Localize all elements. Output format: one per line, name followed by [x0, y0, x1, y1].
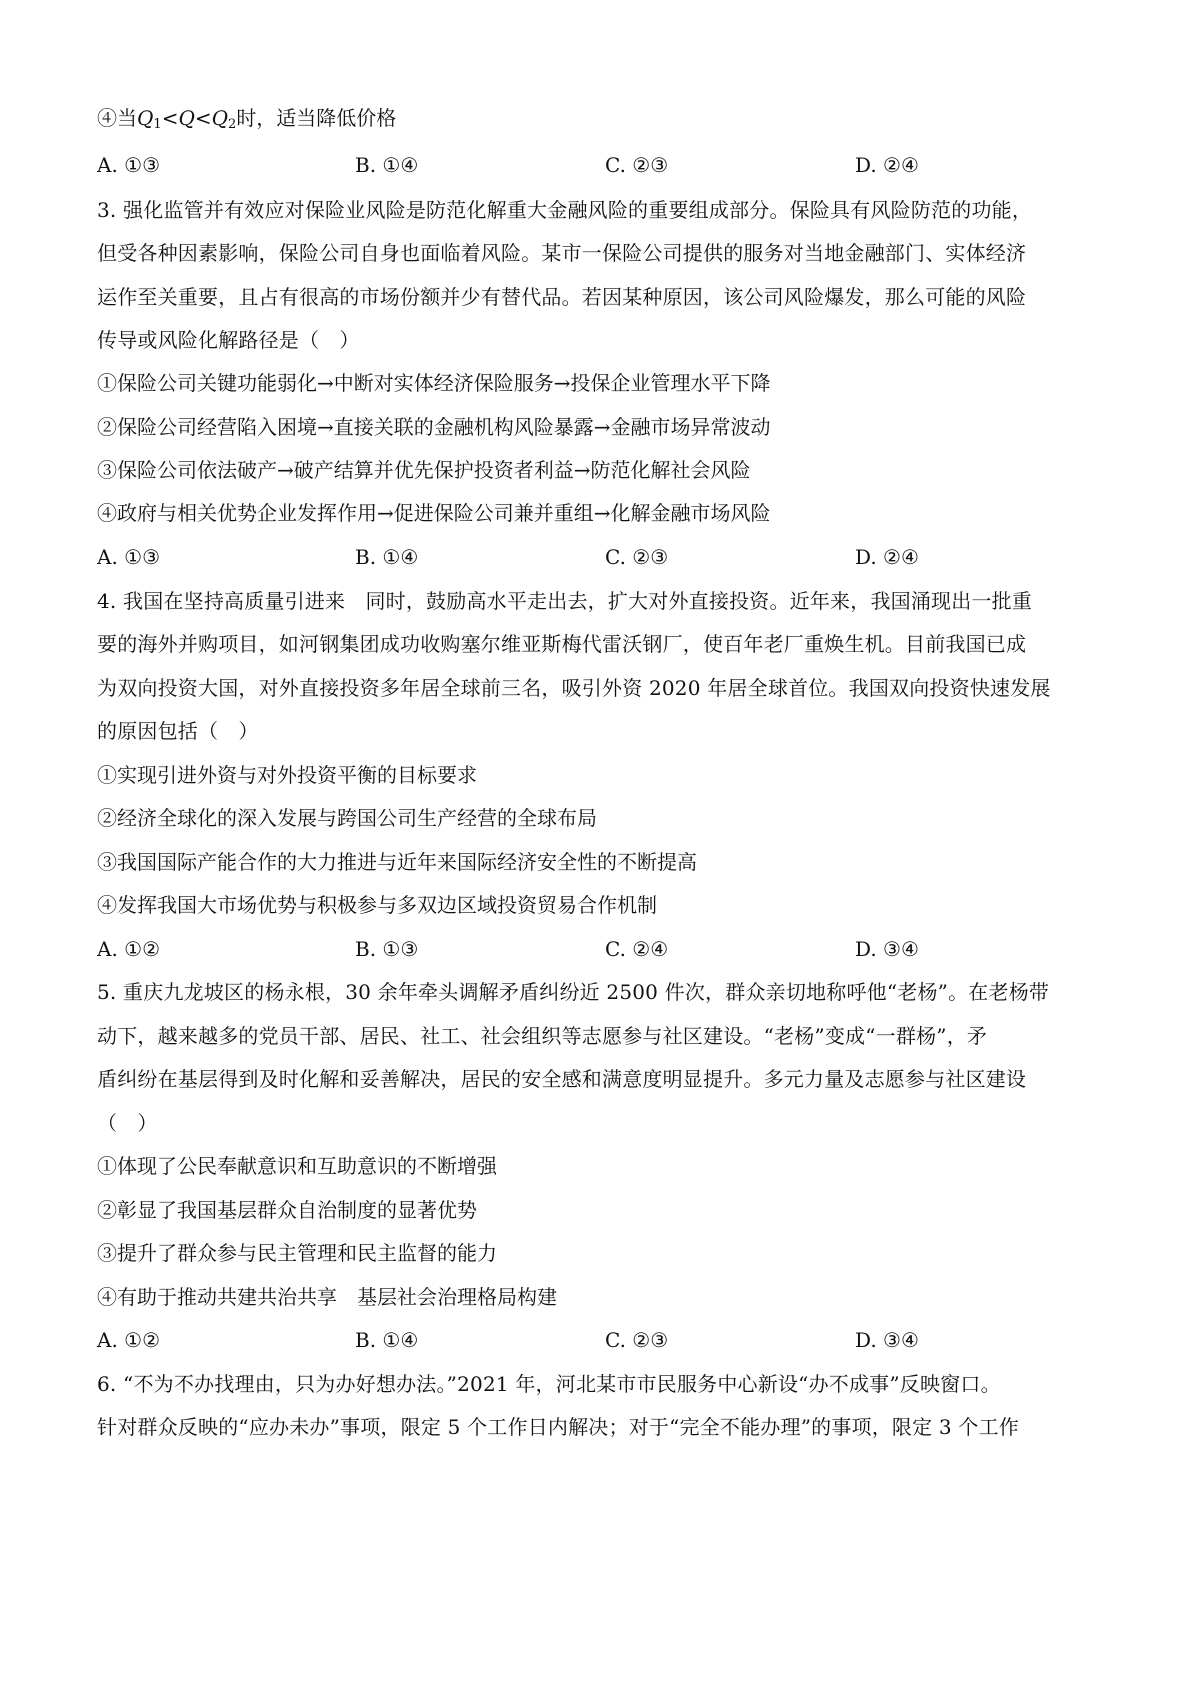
q3-stem-line-1: 3. 强化监管并有效应对保险业风险是防范化解重大金融风险的重要组成部分。保险具有风险防范的功能，	[97, 198, 1033, 222]
q2-option-a[interactable]: A. ①③	[97, 153, 161, 177]
q6-stem-line-2: 针对群众反映的“应办未办”事项，限定 5 个工作日内解决；对于“完全不能办理”的事项，限定 3 个工作	[97, 1415, 1019, 1439]
q3-stem-line-4: 传导或风险化解路径是（ ）	[97, 328, 360, 352]
q4-option-a[interactable]: A. ①②	[97, 937, 161, 961]
q3-stem-line-3: 运作至关重要，且占有很高的市场份额并少有替代品。若因某种原因，该公司风险爆发，那么可能的风险	[97, 285, 1027, 309]
q4-stem-line-1: 4. 我国在坚持高质量引进来 同时，鼓励高水平走出去，扩大对外直接投资。近年来，我国涌现出一批重	[97, 589, 1033, 613]
q4-item-4: ④发挥我国大市场优势与积极参与多双边区域投资贸易合作机制	[97, 893, 657, 917]
q5-option-b[interactable]: B. ①④	[355, 1328, 419, 1352]
q4-stem-line-2: 要的海外并购项目，如河钢集团成功收购塞尔维亚斯梅代雷沃钢厂，使百年老厂重焕生机。目前我国已成	[97, 632, 1027, 656]
q5-option-a[interactable]: A. ①②	[97, 1328, 161, 1352]
q2-item-4	[97, 105, 396, 138]
q5-stem-line-2: 动下，越来越多的党员干部、居民、社工、社会组织等志愿参与社区建设。“老杨”变成“一群杨”，矛	[97, 1024, 988, 1048]
q2-item4-sub2: 2	[228, 117, 237, 132]
q3-item-1: ①保险公司关键功能弱化→中断对实体经济保险服务→投保企业管理水平下降	[97, 371, 771, 395]
q2-item4-suffix: 时，适当降低价格	[236, 106, 397, 130]
q5-item-1: ①体现了公民奉献意识和互助意识的不断增强	[97, 1154, 497, 1178]
q3-option-b[interactable]: B. ①④	[355, 545, 419, 569]
q4-stem-line-4: 的原因包括（ ）	[97, 719, 259, 743]
q3-item-4: ④政府与相关优势企业发挥作用→促进保险公司兼并重组→化解金融市场风险	[97, 501, 771, 525]
q4-option-d[interactable]: D. ③④	[855, 937, 919, 961]
q2-option-b[interactable]: B. ①④	[355, 153, 419, 177]
q4-item-3: ③我国国际产能合作的大力推进与近年来国际经济安全性的不断提高	[97, 850, 697, 874]
q5-stem-line-4: （ ）	[97, 1111, 158, 1135]
q4-option-b[interactable]: B. ①③	[355, 937, 419, 961]
q5-item-2: ②彰显了我国基层群众自治制度的显著优势	[97, 1198, 477, 1222]
q5-option-d[interactable]: D. ③④	[855, 1328, 919, 1352]
q2-item4-q1: Q	[137, 106, 154, 130]
q5-option-c[interactable]: C. ②③	[605, 1328, 669, 1352]
q3-stem-line-2: 但受各种因素影响，保险公司自身也面临着风险。某市一保险公司提供的服务对当地金融部门、实体经济	[97, 241, 1027, 265]
q2-item4-prefix: ④当	[97, 106, 137, 130]
q5-item-3: ③提升了群众参与民主管理和民主监督的能力	[97, 1241, 497, 1265]
q3-item-2: ②保险公司经营陷入困境→直接关联的金融机构风险暴露→金融市场异常波动	[97, 415, 771, 439]
q3-options	[97, 544, 1097, 570]
q5-item-4: ④有助于推动共建共治共享 基层社会治理格局构建	[97, 1285, 557, 1309]
q4-stem-line-3: 为双向投资大国，对外直接投资多年居全球前三名，吸引外资 2020 年居全球首位。我国双向投资快速发展	[97, 676, 1051, 700]
q4-option-c[interactable]: C. ②④	[605, 937, 669, 961]
q2-item4-q: Q	[178, 106, 195, 130]
q2-item4-sub1: 1	[153, 117, 162, 132]
q3-option-d[interactable]: D. ②④	[855, 545, 919, 569]
q2-options	[97, 152, 1097, 178]
q4-item-2: ②经济全球化的深入发展与跨国公司生产经营的全球布局	[97, 806, 597, 830]
q6-stem-line-1: 6. “不为不办找理由，只为办好想办法。”2021 年，河北某市市民服务中心新设“办不成事”反映窗口。	[97, 1372, 1001, 1396]
q2-item4-lt2: <	[194, 106, 212, 130]
q5-options	[97, 1327, 1097, 1353]
q2-option-c[interactable]: C. ②③	[605, 153, 669, 177]
q5-stem-line-1: 5. 重庆九龙坡区的杨永根，30 余年牵头调解矛盾纠纷近 2500 件次，群众亲切地称呼他“老杨”。在老杨带	[97, 980, 1050, 1004]
q2-item4-lt1: <	[161, 106, 179, 130]
q4-item-1: ①实现引进外资与对外投资平衡的目标要求	[97, 763, 477, 787]
q5-stem-line-3: 盾纠纷在基层得到及时化解和妥善解决，居民的安全感和满意度明显提升。多元力量及志愿参与社区建设	[97, 1067, 1027, 1091]
q3-option-c[interactable]: C. ②③	[605, 545, 669, 569]
q2-option-d[interactable]: D. ②④	[855, 153, 919, 177]
q4-options	[97, 936, 1097, 962]
q3-option-a[interactable]: A. ①③	[97, 545, 161, 569]
q2-item4-q2: Q	[211, 106, 229, 130]
q3-item-3: ③保险公司依法破产→破产结算并优先保护投资者利益→防范化解社会风险	[97, 458, 751, 482]
